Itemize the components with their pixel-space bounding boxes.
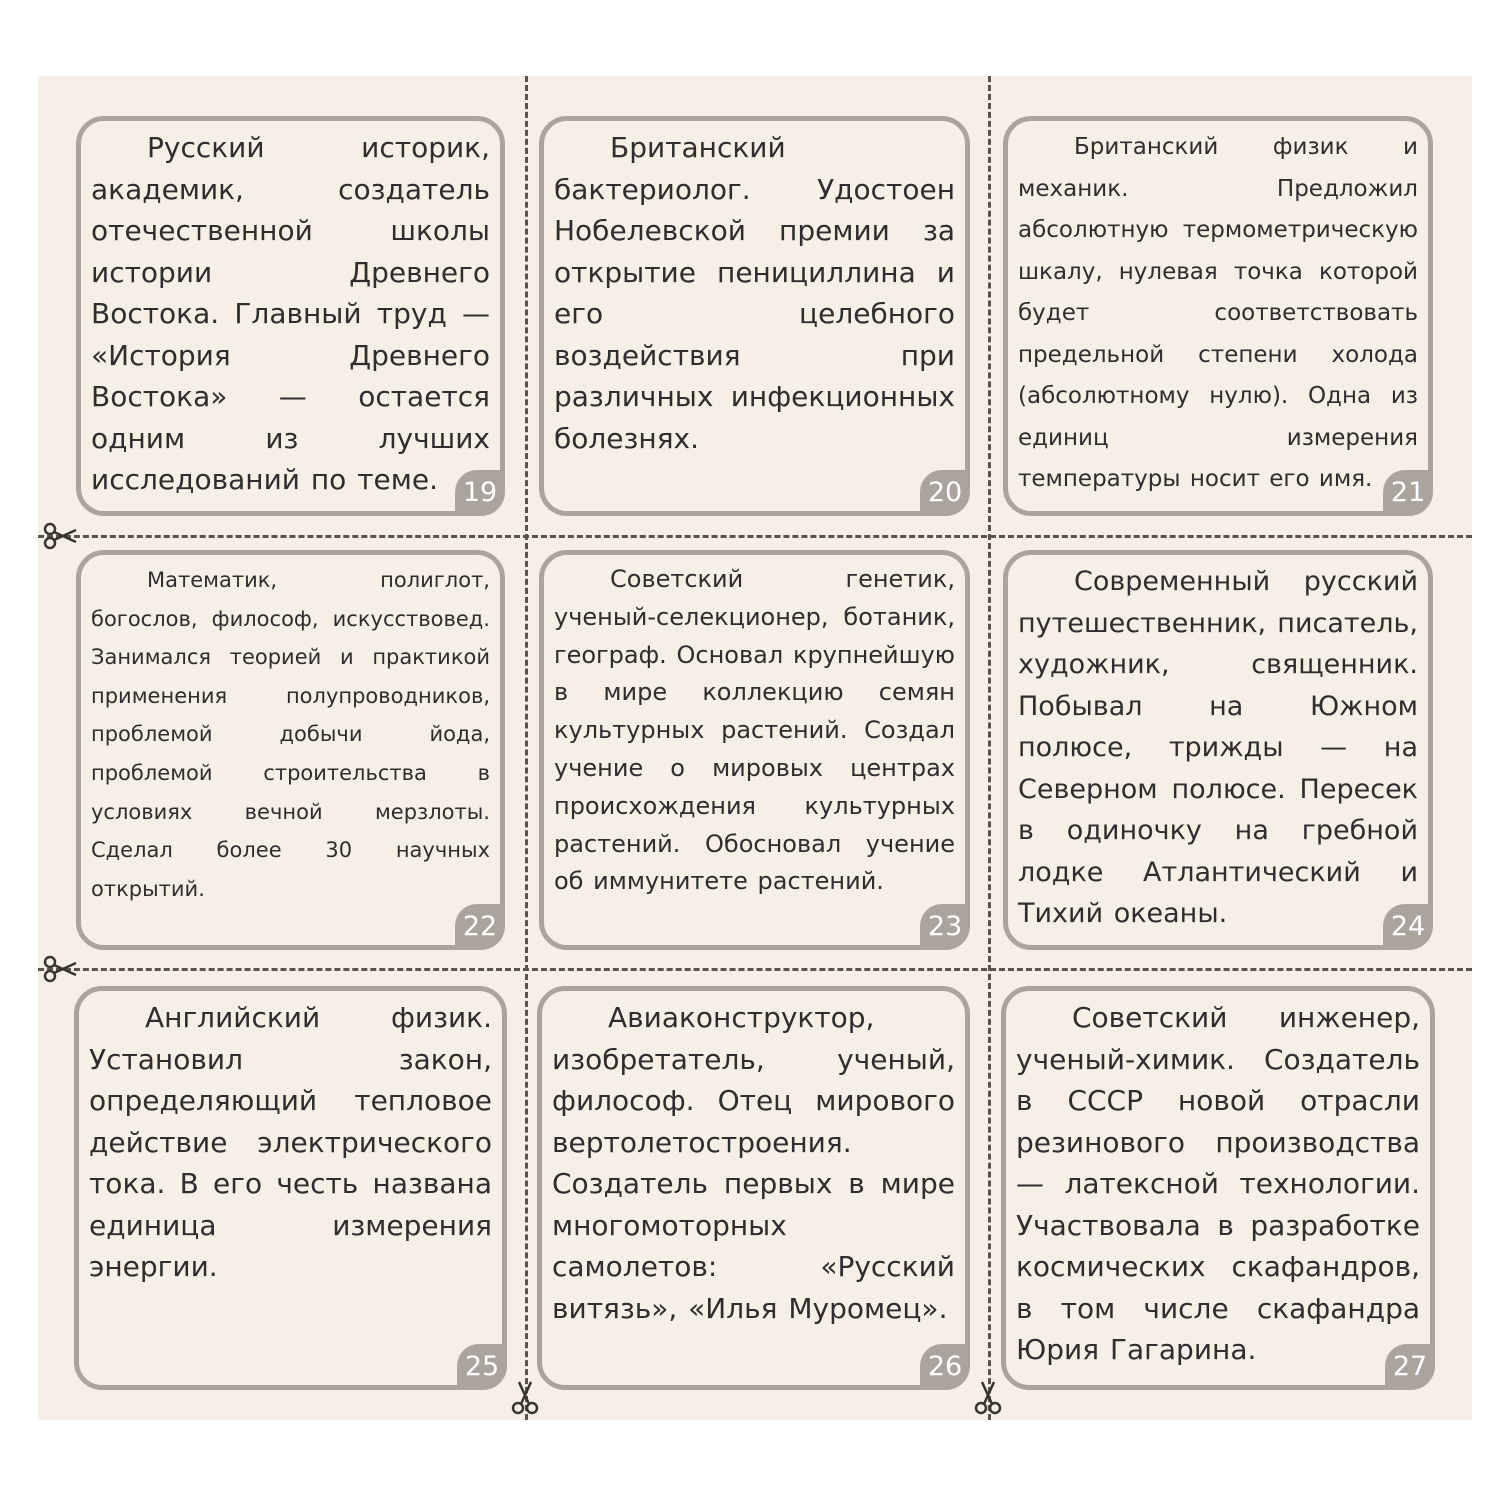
card-text: Советский инженер, ученый-химик. Создатель в СССР новой отрасли резинового производства — латексной технологии. Участвовала в разработке космических скафандров, в том числе скафандра Юрия Гагарина.: [1016, 1001, 1420, 1366]
card-text: Современный русский путешественник, писатель, художник, священник. Побывал на Южном полюсе, трижды — на Северном полюсе. Пересек в одиночку на гребной лодке Атлантический и Тихий океаны.: [1018, 566, 1418, 929]
cut-line-vertical-2: [988, 76, 991, 1420]
card-text: Советский генетик, ученый-селекционер, ботаник, географ. Основал крупнейшую в мире коллекцию семян культурных растений. Создал учение о мировых центрах происхождения культурных растений. Обосновал учение об иммунитете растений.: [554, 565, 955, 896]
card-number-badge: 26: [920, 1344, 970, 1390]
scissors-icon: [42, 521, 78, 551]
card-text: Русский историк, академик, создатель отечественной школы истории Древнего Востока. Главный труд — «История Древнего Востока» — остается одним из лучших исследований по теме.: [91, 131, 490, 496]
card-19: [76, 116, 505, 516]
card-26: [537, 986, 970, 1390]
card-23: [539, 550, 970, 950]
card-number-badge: 21: [1383, 470, 1433, 516]
card-text: Британский бактериолог. Удостоен Нобелевской премии за открытие пенициллина и его целебного воздействия при различных инфекционных болезнях.: [554, 131, 955, 455]
cut-line-vertical-1: [525, 76, 528, 1420]
scissors-icon: [972, 1380, 1004, 1416]
card-20: [539, 116, 970, 516]
card-number-badge: 27: [1385, 1344, 1435, 1390]
card-number-badge: 20: [920, 470, 970, 516]
card-text: Авиаконструктор, изобретатель, ученый, философ. Отец мирового вертолетостроения. Создатель первых в мире многомоторных самолетов: «Русский витязь», «Илья Муромец».: [552, 1001, 955, 1325]
scissors-icon: [42, 954, 78, 984]
card-number-badge: 19: [455, 470, 505, 516]
card-22: [76, 550, 505, 950]
card-number-badge: 22: [455, 904, 505, 950]
card-number-badge: 23: [920, 904, 970, 950]
card-text: Математик, полиглот, богослов, философ, искусствовед. Занимался теорией и практикой применения полупроводников, проблемой добычи йода, проблемой строительства в условиях вечной мерзлоты. Сделал более 30 научных открытий.: [91, 568, 490, 901]
card-21: [1003, 116, 1433, 516]
card-text: Английский физик. Установил закон, определяющий тепловое действие электрического тока. В его честь названа единица измерения энергии.: [89, 1001, 492, 1283]
card-24: [1003, 550, 1433, 950]
card-25: [74, 986, 507, 1390]
cut-line-horizontal-1: [38, 535, 1472, 538]
cut-line-horizontal-2: [38, 968, 1472, 971]
scissors-icon: [509, 1380, 541, 1416]
card-text: Британский физик и механик. Предложил абсолютную термометрическую шкалу, нулевая точка которой будет соответствовать предельной степени холода (абсолютному нулю). Одна из единиц измерения температуры носит его имя.: [1018, 134, 1418, 492]
card-27: [1001, 986, 1435, 1390]
card-number-badge: 25: [457, 1344, 507, 1390]
card-number-badge: 24: [1383, 904, 1433, 950]
card-sheet: [38, 76, 1472, 1420]
